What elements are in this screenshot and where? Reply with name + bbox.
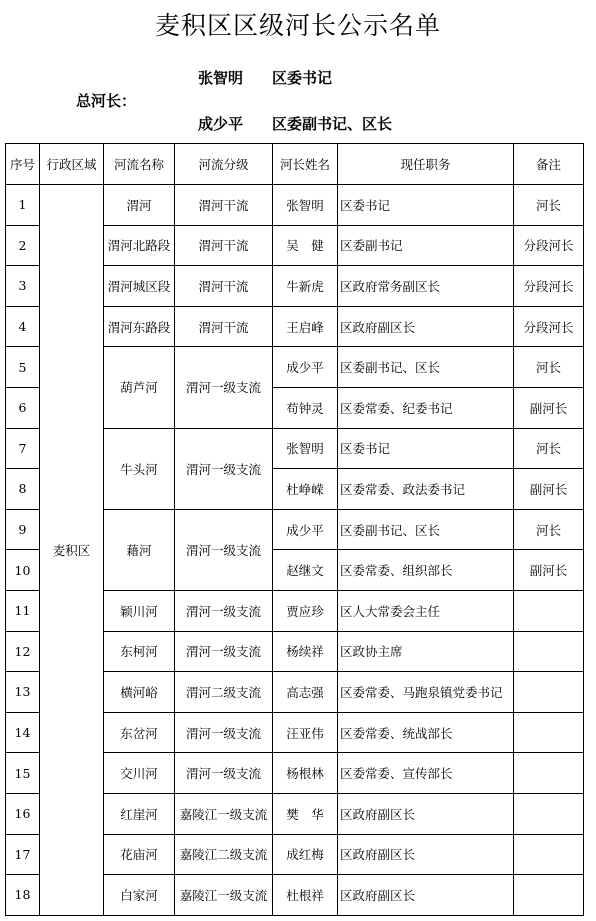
cell-index: 11 bbox=[6, 590, 40, 631]
cell-position: 区委常委、统战部长 bbox=[338, 712, 514, 753]
cell-position: 区委书记 bbox=[338, 185, 514, 226]
cell-position: 区政府副区长 bbox=[338, 306, 514, 347]
cell-index: 7 bbox=[6, 428, 40, 469]
cell-river-grade: 嘉陵江二级支流 bbox=[175, 834, 273, 875]
cell-river-name: 渭河北路段 bbox=[104, 225, 175, 266]
page-title: 麦积区区级河长公示名单 bbox=[154, 11, 441, 40]
cell-index: 5 bbox=[6, 347, 40, 388]
cell-chief-name: 高志强 bbox=[273, 672, 338, 713]
cell-river-grade: 嘉陵江一级支流 bbox=[175, 793, 273, 834]
cell-river-grade: 渭河一级支流 bbox=[175, 347, 273, 428]
cell-chief-name: 杨根林 bbox=[273, 753, 338, 794]
cell-note: 分段河长 bbox=[514, 306, 584, 347]
cell-chief-name: 吴 健 bbox=[273, 225, 338, 266]
cell-chief-name: 贾应珍 bbox=[273, 590, 338, 631]
cell-chief-name: 杨续祥 bbox=[273, 631, 338, 672]
cell-note bbox=[514, 631, 584, 672]
cell-note: 河长 bbox=[514, 509, 584, 550]
chief-entry-1 bbox=[198, 67, 332, 88]
cell-river-grade: 渭河干流 bbox=[175, 306, 273, 347]
cell-chief-name: 张智明 bbox=[273, 185, 338, 226]
cell-note bbox=[514, 834, 584, 875]
cell-river-grade: 渭河一级支流 bbox=[175, 712, 273, 753]
river-chief-table bbox=[5, 143, 584, 916]
cell-river-grade: 渭河一级支流 bbox=[175, 428, 273, 509]
cell-river-name: 牛头河 bbox=[104, 428, 175, 509]
cell-note bbox=[514, 712, 584, 753]
cell-position: 区政府副区长 bbox=[338, 834, 514, 875]
header-river-grade: 河流分级 bbox=[175, 144, 273, 185]
cell-position: 区委副书记 bbox=[338, 225, 514, 266]
cell-note: 河长 bbox=[514, 347, 584, 388]
cell-index: 14 bbox=[6, 712, 40, 753]
cell-note bbox=[514, 875, 584, 916]
cell-chief-name: 杜根祥 bbox=[273, 875, 338, 916]
cell-chief-name: 成红梅 bbox=[273, 834, 338, 875]
cell-index: 16 bbox=[6, 793, 40, 834]
cell-river-name: 交川河 bbox=[104, 753, 175, 794]
cell-index: 17 bbox=[6, 834, 40, 875]
cell-index: 18 bbox=[6, 875, 40, 916]
cell-position: 区委常委、宣传部长 bbox=[338, 753, 514, 794]
cell-note: 河长 bbox=[514, 428, 584, 469]
cell-river-name: 红崖河 bbox=[104, 793, 175, 834]
header-chief-name: 河长姓名 bbox=[273, 144, 338, 185]
header-river-name: 河流名称 bbox=[104, 144, 175, 185]
cell-note: 副河长 bbox=[514, 469, 584, 510]
cell-index: 3 bbox=[6, 266, 40, 307]
cell-river-grade: 渭河一级支流 bbox=[175, 590, 273, 631]
cell-position: 区委书记 bbox=[338, 428, 514, 469]
cell-river-name: 东岔河 bbox=[104, 712, 175, 753]
cell-river-name: 颖川河 bbox=[104, 590, 175, 631]
cell-river-name: 东柯河 bbox=[104, 631, 175, 672]
cell-index: 6 bbox=[6, 387, 40, 428]
chief-position: 区委副书记、区长 bbox=[272, 115, 393, 133]
header-note: 备注 bbox=[514, 144, 584, 185]
cell-chief-name: 牛新虎 bbox=[273, 266, 338, 307]
cell-chief-name: 张智明 bbox=[273, 428, 338, 469]
cell-chief-name: 苟钟灵 bbox=[273, 387, 338, 428]
cell-position: 区委副书记、区长 bbox=[338, 509, 514, 550]
cell-note: 副河长 bbox=[514, 550, 584, 591]
cell-river-name: 渭河城区段 bbox=[104, 266, 175, 307]
chief-name: 张智明 bbox=[198, 69, 244, 87]
cell-position: 区政府常务副区长 bbox=[338, 266, 514, 307]
cell-river-name: 藉河 bbox=[104, 509, 175, 590]
cell-index: 1 bbox=[6, 185, 40, 226]
cell-river-grade: 渭河一级支流 bbox=[175, 631, 273, 672]
cell-river-grade: 渭河干流 bbox=[175, 185, 273, 226]
chief-label: 总河长： bbox=[76, 92, 137, 110]
cell-note: 分段河长 bbox=[514, 266, 584, 307]
cell-note bbox=[514, 793, 584, 834]
cell-position: 区委常委、纪委书记 bbox=[338, 387, 514, 428]
cell-chief-name: 成少平 bbox=[273, 509, 338, 550]
cell-chief-name: 王启峰 bbox=[273, 306, 338, 347]
table-body bbox=[6, 185, 584, 916]
cell-index: 4 bbox=[6, 306, 40, 347]
cell-river-name: 渭河东路段 bbox=[104, 306, 175, 347]
table-header-row bbox=[6, 144, 584, 185]
cell-note: 副河长 bbox=[514, 387, 584, 428]
cell-index: 9 bbox=[6, 509, 40, 550]
cell-position: 区政协主席 bbox=[338, 631, 514, 672]
cell-chief-name: 成少平 bbox=[273, 347, 338, 388]
table-row bbox=[6, 185, 584, 226]
chief-entry-2 bbox=[198, 113, 392, 134]
cell-position: 区委常委、组织部长 bbox=[338, 550, 514, 591]
cell-chief-name: 汪亚伟 bbox=[273, 712, 338, 753]
header-region: 行政区域 bbox=[40, 144, 104, 185]
cell-position: 区委常委、政法委书记 bbox=[338, 469, 514, 510]
cell-river-grade: 渭河干流 bbox=[175, 225, 273, 266]
cell-river-grade: 渭河干流 bbox=[175, 266, 273, 307]
cell-chief-name: 赵继文 bbox=[273, 550, 338, 591]
cell-position: 区政府副区长 bbox=[338, 875, 514, 916]
cell-note bbox=[514, 753, 584, 794]
header-position: 现任职务 bbox=[338, 144, 514, 185]
cell-note: 河长 bbox=[514, 185, 584, 226]
cell-region: 麦积区 bbox=[40, 185, 104, 916]
cell-index: 8 bbox=[6, 469, 40, 510]
cell-river-name: 渭河 bbox=[104, 185, 175, 226]
cell-position: 区委副书记、区长 bbox=[338, 347, 514, 388]
cell-river-grade: 渭河二级支流 bbox=[175, 672, 273, 713]
cell-index: 10 bbox=[6, 550, 40, 591]
cell-note bbox=[514, 590, 584, 631]
cell-chief-name: 樊 华 bbox=[273, 793, 338, 834]
cell-river-name: 白家河 bbox=[104, 875, 175, 916]
cell-chief-name: 杜峥嵘 bbox=[273, 469, 338, 510]
cell-river-grade: 渭河一级支流 bbox=[175, 509, 273, 590]
cell-river-grade: 渭河一级支流 bbox=[175, 753, 273, 794]
cell-river-grade: 嘉陵江一级支流 bbox=[175, 875, 273, 916]
cell-note: 分段河长 bbox=[514, 225, 584, 266]
cell-position: 区人大常委会主任 bbox=[338, 590, 514, 631]
cell-index: 13 bbox=[6, 672, 40, 713]
cell-position: 区委常委、马跑泉镇党委书记 bbox=[338, 672, 514, 713]
cell-position: 区政府副区长 bbox=[338, 793, 514, 834]
cell-river-name: 横河峪 bbox=[104, 672, 175, 713]
cell-river-name: 葫芦河 bbox=[104, 347, 175, 428]
chief-name: 成少平 bbox=[198, 115, 244, 133]
cell-index: 2 bbox=[6, 225, 40, 266]
cell-river-name: 花庙河 bbox=[104, 834, 175, 875]
cell-note bbox=[514, 672, 584, 713]
header-index: 序号 bbox=[6, 144, 40, 185]
cell-index: 15 bbox=[6, 753, 40, 794]
chief-position: 区委书记 bbox=[272, 69, 333, 87]
cell-index: 12 bbox=[6, 631, 40, 672]
